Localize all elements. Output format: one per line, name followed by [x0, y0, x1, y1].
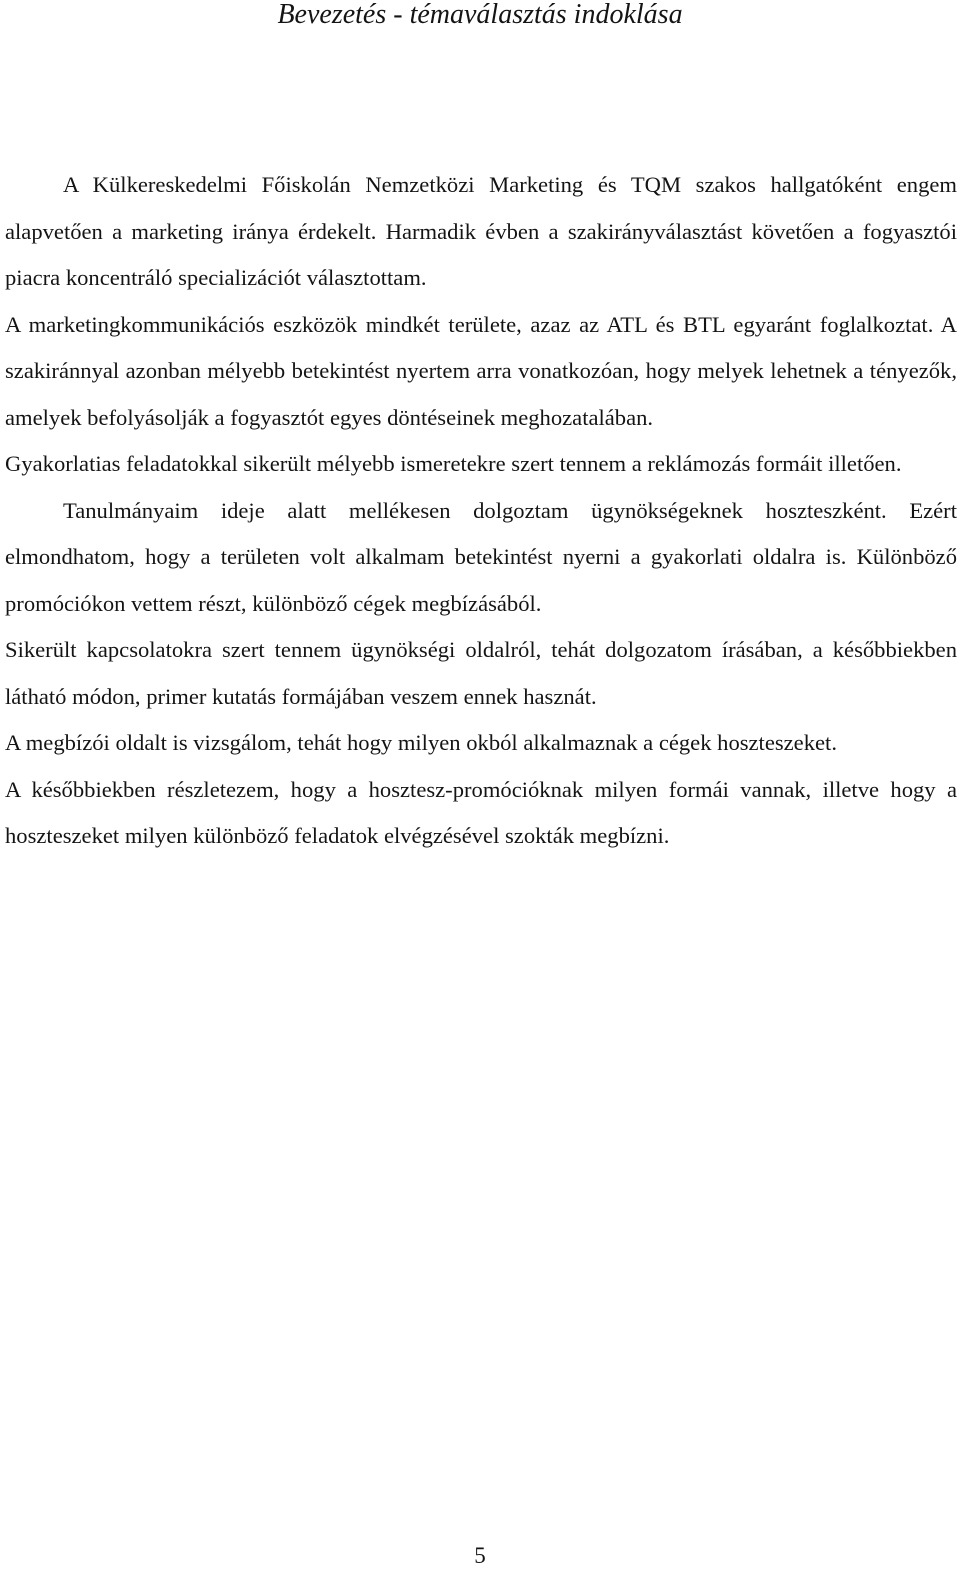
paragraph: A marketingkommunikációs eszközök mindkét területe, azaz az ATL és BTL egyaránt foglalkoztat. A szakiránnyal azonban mélyebb betekintést nyertem arra vonatkozóan, hogy melyek lehetnek a tényezők, amelyek befolyásolják a fogyasztót egyes döntéseinek meghozatalában. [5, 311, 957, 430]
paragraph: A Külkereskedelmi Főiskolán Nemzetközi Marketing és TQM szakos hallgatóként engem alapvetően a marketing iránya érdekelt. Harmadik évben a szakirányválasztást követően a fogyasztói piacra koncentráló specializációt választottam. [5, 172, 957, 290]
body-text [5, 162, 957, 860]
paragraph: Sikerült kapcsolatokra szert tennem ügynökségi oldalról, tehát dolgozatom írásában, a későbbiekben látható módon, primer kutatás formájában veszem ennek hasznát. [5, 637, 957, 709]
paragraph: Gyakorlatias feladatokkal sikerült mélyebb ismeretekre szert tennem a reklámozás formáit illetően. [5, 451, 902, 476]
paragraph: A megbízói oldalt is vizsgálom, tehát hogy milyen okból alkalmaznak a cégek hoszteszeket. [5, 730, 837, 755]
paragraph: Tanulmányaim ideje alatt mellékesen dolgoztam ügynökségeknek hoszteszként. Ezért elmondhatom, hogy a területen volt alkalmam betekintést nyerni a gyakorlati oldalra is. Különböző promóciókon vettem részt, különböző cégek megbízásából. [5, 497, 957, 616]
page-title: Bevezetés - témaválasztás indoklása [277, 0, 683, 30]
page-number: 5 [474, 1543, 486, 1568]
paragraph: A későbbiekben részletezem, hogy a hosztesz-promócióknak milyen formái vannak, illetve hogy a hoszteszeket milyen különböző feladatok elvégzésével szokták megbízni. [5, 776, 957, 848]
